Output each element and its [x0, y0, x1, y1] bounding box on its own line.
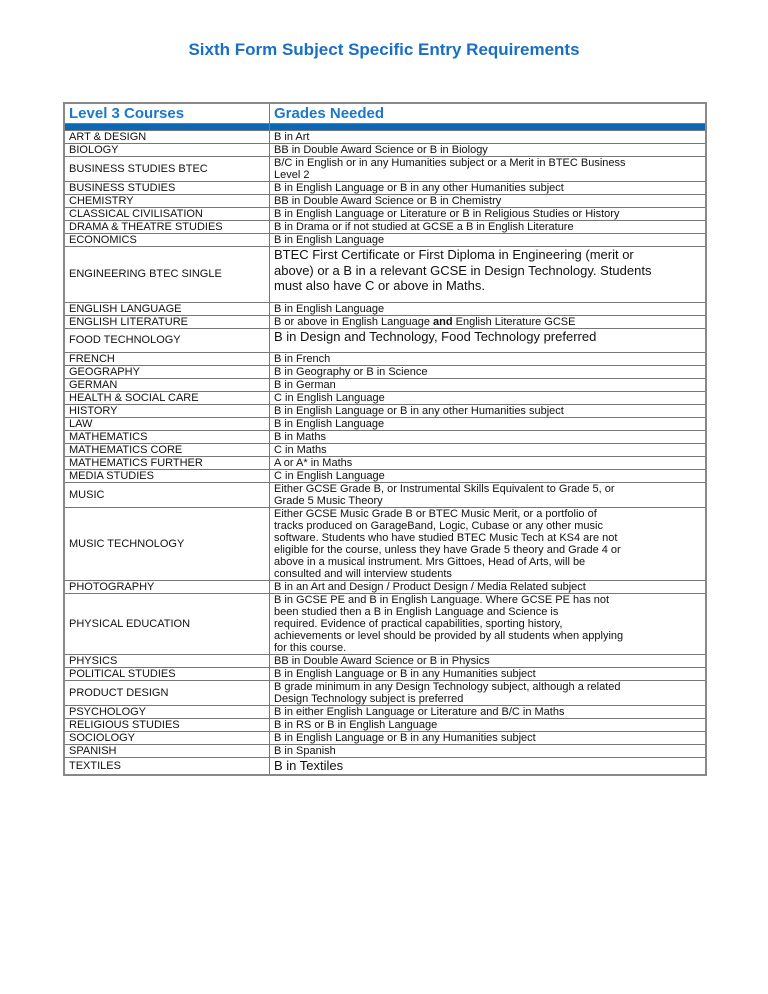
course-name: DRAMA & THEATRE STUDIES: [64, 221, 270, 234]
course-name: SOCIOLOGY: [64, 732, 270, 745]
grade-requirement: B grade minimum in any Design Technology subject, although a related Design Technology subject is preferred: [270, 681, 707, 706]
grade-requirement: B in Geography or B in Science: [270, 366, 707, 379]
grade-requirement: BB in Double Award Science or B in Biology: [270, 144, 707, 157]
course-name: MEDIA STUDIES: [64, 470, 270, 483]
table-row: [64, 353, 706, 366]
table-header-row: [64, 103, 706, 124]
grade-requirement: Either GCSE Grade B, or Instrumental Skills Equivalent to Grade 5, or Grade 5 Music Theory: [270, 483, 707, 508]
grade-requirement: B in English Language or B in any other Humanities subject: [270, 182, 707, 195]
course-name: BUSINESS STUDIES BTEC: [64, 157, 270, 182]
grade-requirement: Either GCSE Music Grade B or BTEC Music Merit, or a portfolio of tracks produced on GarageBand, Logic, Cubase or any other music software. Students who have studied BTEC Music Tech at KS4 are not eligible for the course, unless they have Grade 5 theory and Grade 4 or above in a musical instrument. Mrs Gittoes, Head of Arts, will be consulted and will interview students: [270, 508, 707, 581]
grade-requirement: B in English Language: [270, 418, 707, 431]
course-name: TEXTILES: [64, 758, 270, 775]
table-row: [64, 195, 706, 208]
course-name: PSYCHOLOGY: [64, 706, 270, 719]
grade-requirement: B in Maths: [270, 431, 707, 444]
course-name: PHOTOGRAPHY: [64, 581, 270, 594]
grade-requirement: BTEC First Certificate or First Diploma in Engineering (merit or above) or a B in a relevant GCSE in Design Technology. Students must also have C or above in Maths.: [270, 247, 707, 303]
table-row: [64, 247, 706, 303]
table-row: [64, 470, 706, 483]
table-row: [64, 745, 706, 758]
table-row: [64, 483, 706, 508]
emphasis-text: and: [433, 315, 453, 328]
course-name: MATHEMATICS FURTHER: [64, 457, 270, 470]
table-row: [64, 431, 706, 444]
grade-requirement: B in either English Language or Literature and B/C in Maths: [270, 706, 707, 719]
grade-requirement: B in English Language: [270, 302, 707, 315]
grade-requirement: B in English Language or B in any Humanities subject: [270, 732, 707, 745]
course-name: MATHEMATICS CORE: [64, 444, 270, 457]
table-row: [64, 392, 706, 405]
requirement-text-part: English Literature GCSE: [452, 315, 576, 328]
table-row: [64, 405, 706, 418]
table-row: [64, 131, 706, 144]
entry-requirements-table: [63, 102, 707, 776]
course-name: RELIGIOUS STUDIES: [64, 719, 270, 732]
table-row: [64, 457, 706, 470]
course-name: BIOLOGY: [64, 144, 270, 157]
grade-requirement: B in Spanish: [270, 745, 707, 758]
course-name: CLASSICAL CIVILISATION: [64, 208, 270, 221]
page-title: Sixth Form Subject Specific Entry Requirements: [188, 40, 580, 59]
table-row: [64, 581, 706, 594]
table-row: [64, 302, 706, 315]
requirement-text-part: B or above in English Language: [274, 315, 434, 328]
course-name: POLITICAL STUDIES: [64, 668, 270, 681]
table-row: [64, 379, 706, 392]
table-row: [64, 594, 706, 655]
grade-requirement: C in English Language: [270, 470, 707, 483]
header-divider-bar: [64, 124, 706, 131]
grade-requirement: B/C in English or in any Humanities subject or a Merit in BTEC Business Level 2: [270, 157, 707, 182]
table-row: [64, 681, 706, 706]
grade-requirement: B in Drama or if not studied at GCSE a B in English Literature: [270, 221, 707, 234]
grade-requirement: B in an Art and Design / Product Design / Media Related subject: [270, 581, 707, 594]
table-row: [64, 418, 706, 431]
grade-requirement: B in GCSE PE and B in English Language. Where GCSE PE has not been studied then a B in English Language and Science is required. Evidence of practical capabilities, sporting history, achievements or level should be provided by all students when applying for this course.: [270, 594, 707, 655]
table-row: [64, 157, 706, 182]
table-row: [64, 655, 706, 668]
grade-requirement: B in RS or B in English Language: [270, 719, 707, 732]
table-row: [64, 508, 706, 581]
table-row: [64, 182, 706, 195]
table-row: [64, 366, 706, 379]
course-name: MATHEMATICS: [64, 431, 270, 444]
course-name: ENGLISH LITERATURE: [64, 315, 270, 328]
table-row: [64, 706, 706, 719]
table-row: [64, 144, 706, 157]
table-row: [64, 221, 706, 234]
course-name: MUSIC TECHNOLOGY: [64, 508, 270, 581]
table-row: [64, 444, 706, 457]
grade-requirement: C in English Language: [270, 392, 707, 405]
grade-requirement: B in Art: [270, 131, 707, 144]
course-name: ENGLISH LANGUAGE: [64, 302, 270, 315]
header-courses: Level 3 Courses: [64, 103, 270, 124]
course-name: FOOD TECHNOLOGY: [64, 328, 270, 353]
grade-requirement: B in Textiles: [270, 758, 707, 775]
grade-requirement: [270, 315, 707, 328]
table-row: [64, 208, 706, 221]
course-name: BUSINESS STUDIES: [64, 182, 270, 195]
course-name: PHYSICS: [64, 655, 270, 668]
course-name: GEOGRAPHY: [64, 366, 270, 379]
course-name: HEALTH & SOCIAL CARE: [64, 392, 270, 405]
header-grades: Grades Needed: [270, 103, 707, 124]
course-name: PHYSICAL EDUCATION: [64, 594, 270, 655]
grade-requirement: B in German: [270, 379, 707, 392]
course-name: ENGINEERING BTEC SINGLE: [64, 247, 270, 303]
course-name: CHEMISTRY: [64, 195, 270, 208]
grade-requirement: B in English Language or B in any Humanities subject: [270, 668, 707, 681]
course-name: LAW: [64, 418, 270, 431]
course-name: ART & DESIGN: [64, 131, 270, 144]
grade-requirement: B in French: [270, 353, 707, 366]
table-row: [64, 719, 706, 732]
course-name: HISTORY: [64, 405, 270, 418]
grade-requirement: B in English Language: [270, 234, 707, 247]
grade-requirement: B in English Language or B in any other Humanities subject: [270, 405, 707, 418]
grade-requirement: C in Maths: [270, 444, 707, 457]
grade-requirement: B in English Language or Literature or B in Religious Studies or History: [270, 208, 707, 221]
course-name: PRODUCT DESIGN: [64, 681, 270, 706]
course-name: FRENCH: [64, 353, 270, 366]
course-name: SPANISH: [64, 745, 270, 758]
table-row: [64, 758, 706, 775]
table-row: [64, 328, 706, 353]
table-row: [64, 668, 706, 681]
grade-requirement: BB in Double Award Science or B in Chemistry: [270, 195, 707, 208]
course-name: GERMAN: [64, 379, 270, 392]
grade-requirement: B in Design and Technology, Food Technology preferred: [270, 328, 707, 353]
table-row: [64, 315, 706, 328]
table-row: [64, 732, 706, 745]
table-row: [64, 234, 706, 247]
course-name: MUSIC: [64, 483, 270, 508]
grade-requirement: A or A* in Maths: [270, 457, 707, 470]
course-name: ECONOMICS: [64, 234, 270, 247]
grade-requirement: BB in Double Award Science or B in Physics: [270, 655, 707, 668]
